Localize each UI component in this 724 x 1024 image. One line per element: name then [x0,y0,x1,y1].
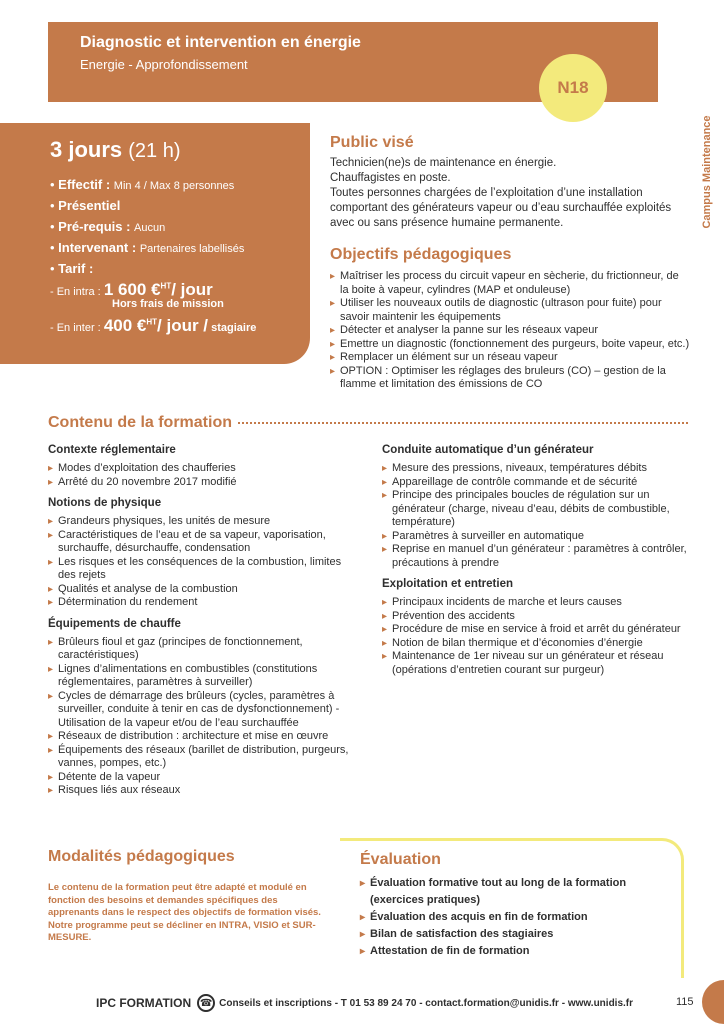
list-item: ▸ Détecter et analyser la panne sur les réseaux vapeur [330,324,690,338]
modalites-text: Le contenu de la formation peut être adapté et modulé en fonction des besoins et demandes spécifiques des apprenants dans le respect des objectifs de formation visés. Notre programme peut se décliner en INTRA, VISIO et SUR-MESURE. [48,882,321,943]
list-item: ▸ Brûleurs fioul et gaz (principes de fonctionnement, caractéristiques) [48,636,358,663]
duration [50,137,310,163]
list-item: ▸ Emettre un diagnostic (fonctionnement des purgeurs, boite vapeur, etc.) [330,338,690,352]
objectifs-title: Objectifs pédagogiques [330,246,512,263]
divider [238,422,688,424]
page-number: 115 [676,996,694,1008]
subsection-heading: Notions de physique [48,497,162,509]
side-tab-label: Campus Maintenance [701,115,713,229]
list-item: ▸ Réseaux de distribution : architecture et mise en œuvre [48,730,358,744]
subsection-list [48,636,358,798]
contenu-section [48,414,688,432]
list-item: ▸ Remplacer un élément sur un réseau vapeur [330,351,690,365]
subsection-heading: Équipements de chauffe [48,617,181,630]
intra-note: Hors frais de mission [112,298,224,310]
tarif-inter: - En inter : 400 €$^{HT}$/ jour / stagiaire [50,316,257,335]
info-list [50,177,310,276]
subsection-list [48,515,358,610]
list-item: ▸ Détermination du rendement [48,596,358,610]
course-title: Diagnostic et intervention en énergie [80,34,361,51]
list-item: ▸ Principaux incidents de marche et leurs causes [382,596,692,610]
subsection-heading: Conduite automatique d’un générateur [382,444,594,456]
list-item: ▸ Risques liés aux réseaux [48,784,358,798]
subsection-list [382,596,692,677]
info-intervenant: • Intervenant : Partenaires labellisés [50,240,245,255]
intra-price: 1 600 €$^{HT}$/ jour [103,280,213,299]
list-item: ▸ Notion de bilan thermique et d’économies d’énergie [382,637,692,651]
footer [96,994,656,1012]
list-item: ▸ Caractéristiques de l’eau et de sa vapeur, vaporisation, surchauffe, désurchauffe, condensation [48,529,358,556]
side-tab [698,106,716,240]
public-section [330,134,690,231]
list-item: ▸ Appareillage de contrôle commande et de sécurité [382,476,692,490]
objectifs-section [330,246,690,392]
course-code-badge: N18 [539,54,607,122]
info-effectif: • Effectif : Min 4 / Max 8 personnes [50,177,235,192]
list-item: ▸ Mesure des pressions, niveaux, températures débits [382,462,692,476]
list-item: ▸ Équipements des réseaux (barillet de distribution, purgeurs, vannes, pompes, etc.) [48,744,358,771]
info-presentiel: • Présentiel [50,198,121,213]
inter-price: 400 €$^{HT}$/ jour / [103,316,209,335]
duration-days: 3 jours [50,137,123,162]
public-title: Public visé [330,134,414,151]
subsection-list [382,462,692,570]
footer-brand: IPC FORMATION [96,996,192,1010]
footer-contact[interactable]: Conseils et inscriptions - T 01 53 89 24 70 - contact.formation@unidis.fr - www.unidis.fr [219,997,634,1009]
list-item: ▸ Utiliser les nouveaux outils de diagnostic (ultrason pour fuite) pour savoir maintenir les équipements [330,297,690,324]
modalites-title: Modalités pédagogiques [48,848,235,865]
evaluation-box [340,838,684,978]
subsection-heading: Exploitation et entretien [382,578,513,590]
list-item: ▸ Cycles de démarrage des brûleurs (cycles, paramètres à surveiller, conduite à tenir en cas de dysfonctionnement) - Utilisation de la vapeur et/ou de l’eau surchauffée [48,690,358,731]
list-item: ▸ Maîtriser les process du circuit vapeur en sècherie, du frictionneur, de la boite à vapeur, cylindres (MAP et onduleuse) [330,270,690,297]
tarif-intra: - En intra : 1 600 €$^{HT}$/ jour [50,280,213,299]
info-box [0,123,310,364]
public-text: Technicien(ne)s de maintenance en énergie. Chauffagistes en poste. Toutes personnes chargées de l’exploitation d’une installation comportant des générateurs vapeur ou d’eau surchauffée exploités avec ou sans présence humaine permanente. [330,157,672,229]
objectifs-list [330,270,690,392]
page-corner-decoration [702,980,724,1024]
modalites-section [48,848,328,945]
list-item: ▸ Procédure de mise en service à froid et arrêt du générateur [382,623,692,637]
list-item: ▸ Lignes d’alimentations en combustibles (constitutions réglementaires, paramètres à surveiller) [48,663,358,690]
list-item: ▸ Les risques et les conséquences de la combustion, limites des rejets [48,556,358,583]
list-item: ▸ Bilan de satisfaction des stagiaires [360,926,681,943]
list-item: ▸ Principe des principales boucles de régulation sur un générateur (charge, niveau d’eau, débits de combustible, température) [382,489,692,530]
contenu-right-column [382,444,692,677]
list-item: ▸ Évaluation des acquis en fin de formation [360,909,681,926]
subsection-list [48,462,358,489]
subsection-heading: Contexte réglementaire [48,444,176,456]
list-item: ▸ Maintenance de 1er niveau sur un générateur et réseau (opérations d’entretien courant sur purgeur) [382,650,692,677]
list-item: ▸ Évaluation formative tout au long de la formation (exercices pratiques) [360,875,681,909]
list-item: ▸ Prévention des accidents [382,610,692,624]
list-item: ▸ Détente de la vapeur [48,771,358,785]
info-tarif: • Tarif : [50,261,94,276]
duration-hours: (21 h) [128,140,181,162]
evaluation-list [360,875,681,960]
list-item: ▸ Paramètres à surveiller en automatique [382,530,692,544]
contenu-title: Contenu de la formation [48,414,232,431]
contenu-left-column [48,444,358,798]
evaluation-title: Évaluation [360,851,441,868]
course-subtitle: Energie - Approfondissement [80,57,248,72]
list-item: ▸ Reprise en manuel d’un générateur : paramètres à contrôler, précautions à prendre [382,543,692,570]
list-item: ▸ Arrêté du 20 novembre 2017 modifié [48,476,358,490]
list-item: ▸ OPTION : Optimiser les réglages des bruleurs (CO) – gestion de la flamme et limitation des émissions de CO [330,365,690,392]
phone-icon: ☎ [197,994,215,1012]
list-item: ▸ Grandeurs physiques, les unités de mesure [48,515,358,529]
list-item: ▸ Modes d’exploitation des chaufferies [48,462,358,476]
list-item: ▸ Attestation de fin de formation [360,943,681,960]
list-item: ▸ Qualités et analyse de la combustion [48,583,358,597]
info-prerequis: • Pré-requis : Aucun [50,219,166,234]
